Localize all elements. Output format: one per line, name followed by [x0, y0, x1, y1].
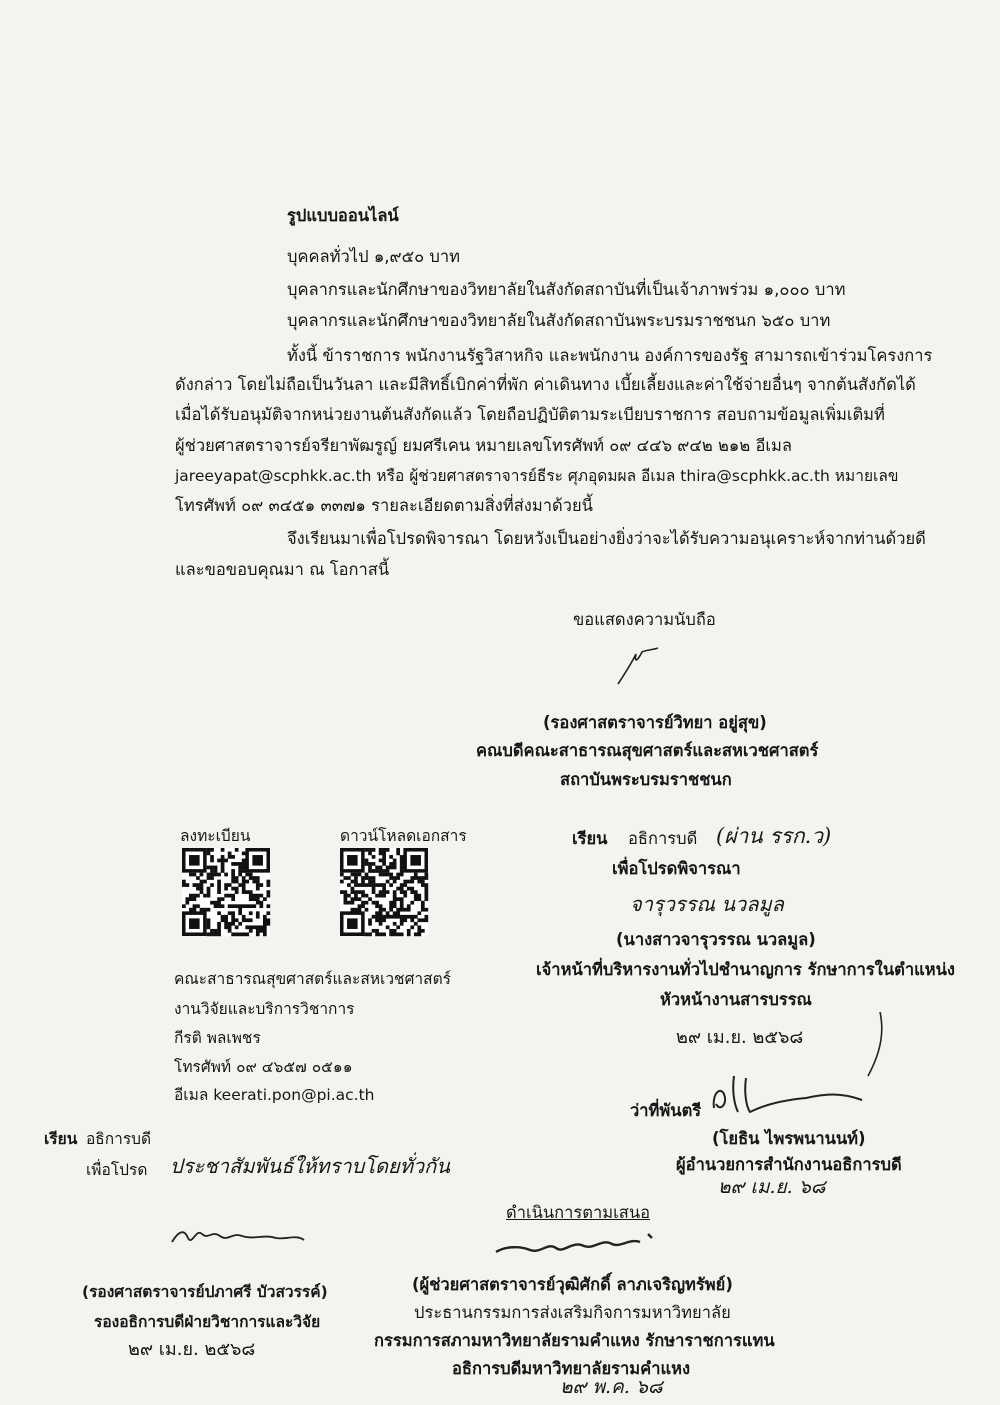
left-memo-to-value: อธิการบดี [86, 1130, 152, 1148]
contact-line: งานวิจัยและบริการวิชาการ [174, 1000, 355, 1018]
dean-org: สถาบันพระบรมราชชนก [560, 770, 732, 789]
sarabun-position-2: หัวหน้างานสารบรรณ [660, 990, 812, 1009]
acting-president-line1: ประธานกรรมการส่งเสริมกิจการมหาวิทยาลัย [414, 1303, 731, 1322]
body-line: และขอขอบคุณมา ณ โอกาสนี้ [175, 560, 390, 579]
vice-president-position: รองอธิการบดีฝ่ายวิชาการและวิจัย [94, 1313, 321, 1331]
body-line: จึงเรียนมาเพื่อโปรดพิจารณา โดยหวังเป็นอย่างยิ่งว่าจะได้รับความอนุเคราะห์จากท่านด้วยดี [287, 529, 926, 548]
director-position: ผู้อำนวยการสำนักงานอธิการบดี [676, 1155, 902, 1174]
sarabun-date: ๒๙ เม.ย. ๒๕๖๘ [676, 1027, 804, 1048]
vice-president-date: ๒๙ เม.ย. ๒๕๖๘ [128, 1339, 256, 1360]
closing-regards: ขอแสดงความนับถือ [573, 610, 716, 629]
director-name: (โยธิน ไพรพนานนท์) [712, 1129, 866, 1148]
left-memo-for-label: เพื่อโปรด [86, 1161, 148, 1179]
download-label: ดาวน์โหลดเอกสาร [340, 827, 467, 845]
acting-president-date: ๒๙ พ.ค. ๖๘ [560, 1376, 663, 1398]
fee-host: บุคลากรและนักศึกษาของวิทยาลัยในสังกัดสถาบันที่เป็นเจ้าภาพร่วม ๑,๐๐๐ บาท [287, 280, 846, 299]
body-line: เมื่อได้รับอนุมัติจากหน่วยงานต้นสังกัดแล้ว โดยถือปฏิบัติตามระเบียบราชการ สอบถามข้อมูลเพิ่มเติมที่ [175, 405, 885, 424]
acting-president-line2: กรรมการสภามหาวิทยาลัยรามคำแหง รักษาราชการแทน [374, 1331, 775, 1350]
dean-name: (รองศาสตราจารย์วิทยา อยู่สุข) [543, 713, 767, 732]
contact-line: คณะสาธารณสุขศาสตร์และสหเวชศาสตร์ [174, 970, 451, 988]
qr-code-icon [182, 848, 270, 936]
director-signature-icon [706, 1064, 866, 1120]
acting-president-line3: อธิการบดีมหาวิทยาลัยรามคำแหง [452, 1359, 691, 1378]
acting-president-name: (ผู้ช่วยศาสตราจารย์วุฒิศักดิ์ ลาภเจริญทรัพย์) [412, 1275, 733, 1294]
action-text: ดำเนินการตามเสนอ [506, 1203, 651, 1222]
director-date: ๒๙ เม.ย. ๖๘ [718, 1176, 826, 1198]
vice-president-name: (รองศาสตราจารย์ปภาศรี บัวสวรรค์) [82, 1283, 328, 1301]
director-rank: ว่าที่พันตรี [630, 1101, 702, 1120]
left-memo-to-label: เรียน [44, 1130, 78, 1148]
contact-line: โทรศัพท์ ๐๙ ๔๖๕๗ ๐๕๑๑ [174, 1058, 353, 1076]
acting-president-signature-icon [490, 1224, 660, 1264]
body-line: ทั้งนี้ ข้าราชการ พนักงานรัฐวิสาหกิจ และพนักงาน องค์การของรัฐ สามารถเข้าร่วมโครงการ [287, 346, 933, 365]
register-label: ลงทะเบียน [180, 827, 251, 845]
online-format-heading: รูปแบบออนไลน์ [287, 206, 399, 225]
register-qr-code[interactable] [182, 848, 270, 936]
dean-position: คณบดีคณะสาธารณสุขศาสตร์และสหเวชศาสตร์ [476, 741, 819, 760]
sarabun-position-1: เจ้าหน้าที่บริหารงานทั่วไปชำนาญการ รักษาการในตำแหน่ง [536, 960, 955, 979]
contact-line: อีเมล keerati.pon@pi.ac.th [174, 1086, 375, 1104]
download-qr-code[interactable] [340, 848, 428, 936]
qr-code-icon [340, 848, 428, 936]
sarabun-name: (นางสาวจารุวรรณ นวลมูล) [616, 930, 816, 949]
left-memo-for-handwritten: ประชาสัมพันธ์ให้ทราบโดยทั่วกัน [170, 1154, 450, 1178]
memo-to-handwritten: (ผ่าน รรก.ว) [716, 824, 832, 848]
memo-to-label: เรียน [572, 829, 608, 848]
fee-institute: บุคลากรและนักศึกษาของวิทยาลัยในสังกัดสถาบันพระบรมราชชนก ๖๕๐ บาท [287, 311, 831, 330]
memo-consider: เพื่อโปรดพิจารณา [612, 859, 741, 878]
fee-general: บุคคลทั่วไป ๑,๙๕๐ บาท [287, 247, 461, 266]
body-line: ดังกล่าว โดยไม่ถือเป็นวันลา และมีสิทธิ์เบิกค่าที่พัก ค่าเดินทาง เบี้ยเลี้ยงและค่าใช้จ่ายอื่นๆ จากต้นสังกัดได้ [175, 375, 916, 394]
contact-line: กีรติ พลเพชร [174, 1029, 261, 1047]
vice-president-signature-icon [168, 1212, 308, 1252]
body-line: jareeyapat@scphkk.ac.th หรือ ผู้ช่วยศาสตราจารย์ธีระ ศุภอุดมผล อีเมล thira@scphkk.ac.th หมายเลข [175, 467, 899, 485]
sarabun-signature: จารุวรรณ นวลมูล [630, 892, 784, 916]
dean-signature-icon [612, 640, 662, 690]
body-line: ผู้ช่วยศาสตราจารย์จรียาพัฒรูญ์ ยมศรีเคน หมายเลขโทรศัพท์ ๐๙ ๔๔๖ ๙๔๒ ๒๑๒ อีเมล [175, 436, 792, 455]
body-line: โทรศัพท์ ๐๙ ๓๔๕๑ ๓๓๗๑ รายละเอียดตามสิ่งที่ส่งมาด้วยนี้ [175, 496, 593, 515]
memo-to-value: อธิการบดี [628, 829, 698, 848]
